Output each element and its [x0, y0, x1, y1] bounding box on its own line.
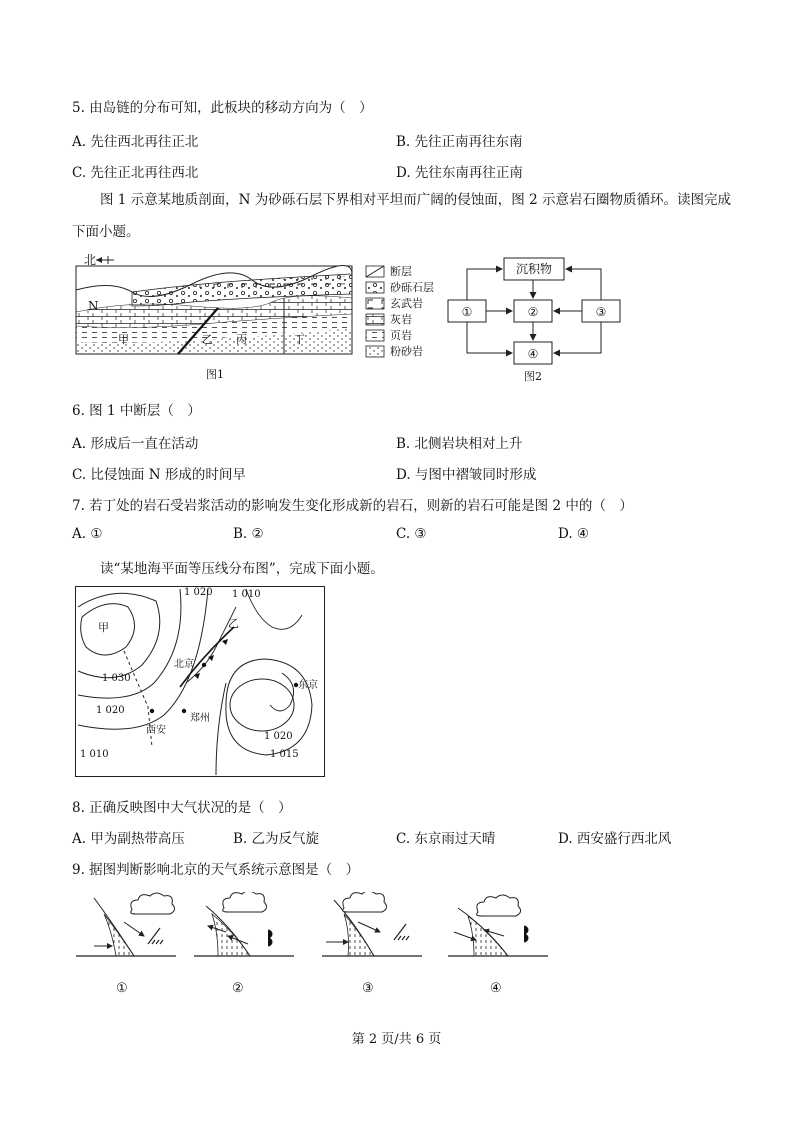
- diagram-label-3: ③: [362, 981, 374, 996]
- svg-text:①: ①: [461, 305, 473, 319]
- isobar-1020-top: 1 020: [184, 587, 213, 598]
- q5-option-b: B. 先往正南再往东南: [396, 134, 523, 150]
- legend-shale: 页岩: [390, 329, 412, 342]
- q7-option-c: C. ③: [396, 526, 427, 542]
- map-label-jia: 甲: [98, 621, 109, 634]
- label-ding: 丁: [294, 333, 305, 346]
- q8-option-d: D. 西安盛行西北风: [558, 831, 672, 847]
- q7-option-d: D. ④: [558, 526, 590, 542]
- q6-option-d: D. 与图中褶皱同时形成: [396, 467, 537, 483]
- isobar-1010-top: 1 010: [232, 589, 261, 600]
- q5-option-d: D. 先往东南再往正南: [396, 165, 523, 181]
- q6-option-b: B. 北侧岩块相对上升: [396, 436, 523, 452]
- q8-option-c: C. 东京雨过天晴: [396, 831, 496, 847]
- legend-basalt: 玄武岩: [390, 297, 423, 310]
- weather-diagram-3: [322, 892, 422, 996]
- north-arrow-icon: [96, 256, 114, 264]
- question-9-stem: 9. 据图判断影响北京的天气系统示意图是（ ）: [72, 862, 360, 878]
- north-label: 北: [84, 253, 97, 267]
- city-xian: 西安: [146, 725, 166, 736]
- svg-text:沉积物: 沉积物: [515, 262, 553, 276]
- intro-paragraph-1: 图 1 示意某地质剖面，N 为砂砾石层下界相对平坦而广阔的侵蚀面，图 2 示意岩石圈物质循环。读图完成下面小题。: [72, 192, 731, 240]
- figure-1-cross-section: [72, 250, 437, 385]
- question-7-stem: 7. 若丁处的岩石受岩浆活动的影响发生变化形成新的岩石，则新的岩石可能是图 2 中的（ ）: [72, 498, 633, 514]
- label-n: N: [88, 299, 99, 313]
- isobar-1030: 1 030: [102, 673, 131, 684]
- figure-1-legend: [366, 264, 434, 358]
- diagram-label-1: ①: [116, 981, 128, 996]
- q7-option-a: A. ①: [72, 526, 103, 542]
- isobar-1020-right: 1 020: [264, 731, 293, 742]
- q5-option-a: A. 先往西北再往正北: [72, 134, 199, 150]
- weather-system-diagrams: [72, 892, 552, 1002]
- weather-diagram-4: [448, 895, 548, 996]
- diagram-label-4: ④: [490, 981, 502, 996]
- isobar-map: [75, 586, 325, 777]
- question-6-stem: 6. 图 1 中断层（ ）: [72, 403, 201, 419]
- svg-text:④: ④: [527, 347, 539, 361]
- q6-option-a: A. 形成后一直在活动: [72, 436, 199, 452]
- legend-limestone: 灰岩: [390, 313, 412, 326]
- isobar-map-drawing: [76, 587, 324, 776]
- label-yi: 乙: [202, 333, 213, 346]
- weather-diagram-1: [76, 893, 176, 996]
- legend-fault: 断层: [390, 265, 412, 278]
- label-bing: 丙: [236, 333, 247, 346]
- intro-paragraph-2: 读“某地海平面等压线分布图”，完成下面小题。: [100, 561, 384, 577]
- label-jia: 甲: [118, 333, 129, 346]
- q5-option-c: C. 先往正北再往西北: [72, 165, 199, 181]
- question-8-stem: 8. 正确反映图中大气状况的是（ ）: [72, 800, 292, 816]
- q8-option-a: A. 甲为副热带高压: [72, 831, 185, 847]
- figure-2-rock-cycle: [444, 256, 628, 384]
- city-zhengzhou: 郑州: [190, 713, 210, 724]
- figure-1-caption: 图1: [206, 368, 224, 381]
- q6-option-c: C. 比侵蚀面 N 形成的时间早: [72, 467, 246, 483]
- diagram-label-2: ②: [232, 981, 244, 996]
- svg-text:②: ②: [527, 305, 539, 319]
- map-label-yi: 乙: [228, 617, 239, 630]
- isobar-1010-left: 1 010: [80, 749, 109, 760]
- legend-gravel: 砂砾石层: [390, 281, 434, 294]
- page-footer: 第 2 页/共 6 页: [351, 1032, 442, 1047]
- isobar-1020-left: 1 020: [96, 705, 125, 716]
- weather-diagram-2: [194, 892, 294, 996]
- isobar-1015: 1 015: [270, 749, 299, 760]
- city-tokyo: 东京: [298, 680, 318, 691]
- legend-siltstone: 粉砂岩: [390, 345, 423, 358]
- svg-text:③: ③: [595, 305, 607, 319]
- city-beijing: 北京: [174, 659, 194, 670]
- q7-option-b: B. ②: [233, 526, 264, 542]
- figure-2-caption: 图2: [524, 370, 542, 383]
- q8-option-b: B. 乙为反气旋: [233, 831, 320, 847]
- question-5-stem: 5. 由岛链的分布可知，此板块的移动方向为（ ）: [72, 100, 373, 116]
